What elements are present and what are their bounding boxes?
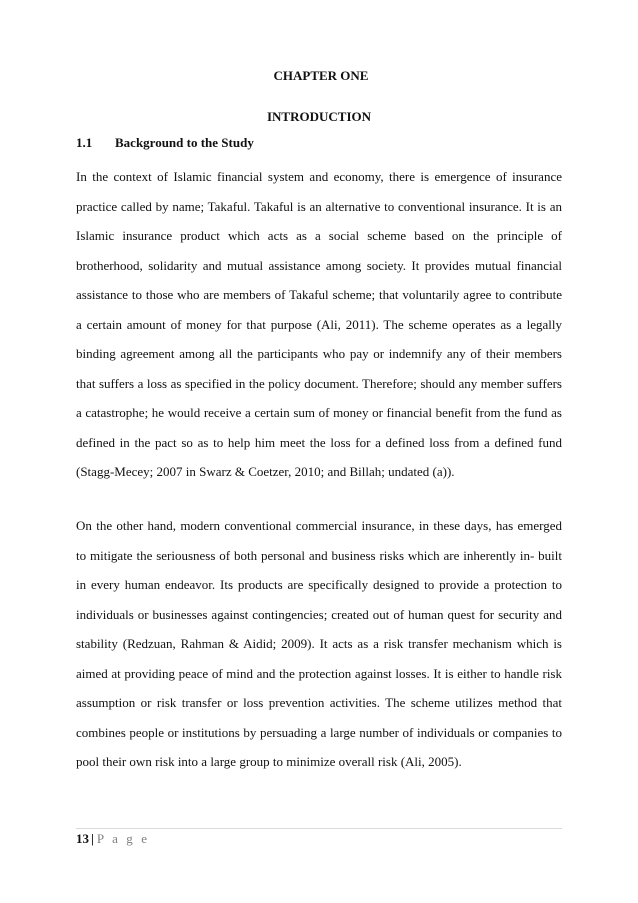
- footer-separator: |: [91, 831, 94, 846]
- chapter-title: INTRODUCTION: [266, 109, 371, 124]
- chapter-label-text: CHAPTER ONE: [273, 68, 369, 83]
- body-paragraph: On the other hand, modern conventional commercial insurance, in these days, has emerged to mitigate the seriousness of both personal and business risks which are inherently in- built in every human endeavor. Its products are specifically designed to provide a protection to individuals or businesses against contingencies; created out of human quest for security and stability (Redzuan, Rahman & Aidid; 2009). It acts as a risk transfer mechanism which is aimed at providing peace of mind and the protection against losses. It is either to handle risk assumption or risk transfer or loss prevention activities. The scheme utilizes method that combines people or institutions by persuading a large number of individuals or companies to pool their own risk into a large group to minimize overall risk (Ali, 2005).: [76, 518, 562, 769]
- section-title: Background to the Study: [115, 135, 254, 150]
- page-footer: [76, 831, 150, 847]
- chapter-label: [0, 68, 638, 84]
- section-heading: [76, 135, 254, 151]
- page-word: P a g e: [96, 831, 150, 846]
- section-number: 1.1: [76, 135, 93, 150]
- footer-divider: [76, 828, 562, 829]
- page-number: 13: [76, 831, 89, 846]
- body-paragraph: In the context of Islamic financial system and economy, there is emergence of insurance practice called by name; Takaful. Takaful is an alternative to conventional insurance. It is an Islamic insurance product which acts as a social scheme based on the principle of brotherhood, solidarity and mutual assistance among society. It provides mutual financial assistance to those who are members of Takaful scheme; that voluntarily agree to contribute a certain amount of money for that purpose (Ali, 2011). The scheme operates as a legally binding agreement among all the participants who pay or indemnify any of their members that suffers a loss as specified in the policy document. Therefore; should any member suffers a catastrophe; he would receive a certain sum of money or financial benefit from the fund as defined in the pact so as to help him meet the loss for a defined loss from a defined fund (Stagg-Mecey; 2007 in Swarz & Coetzer, 2010; and Billah; undated (a)).: [76, 169, 562, 479]
